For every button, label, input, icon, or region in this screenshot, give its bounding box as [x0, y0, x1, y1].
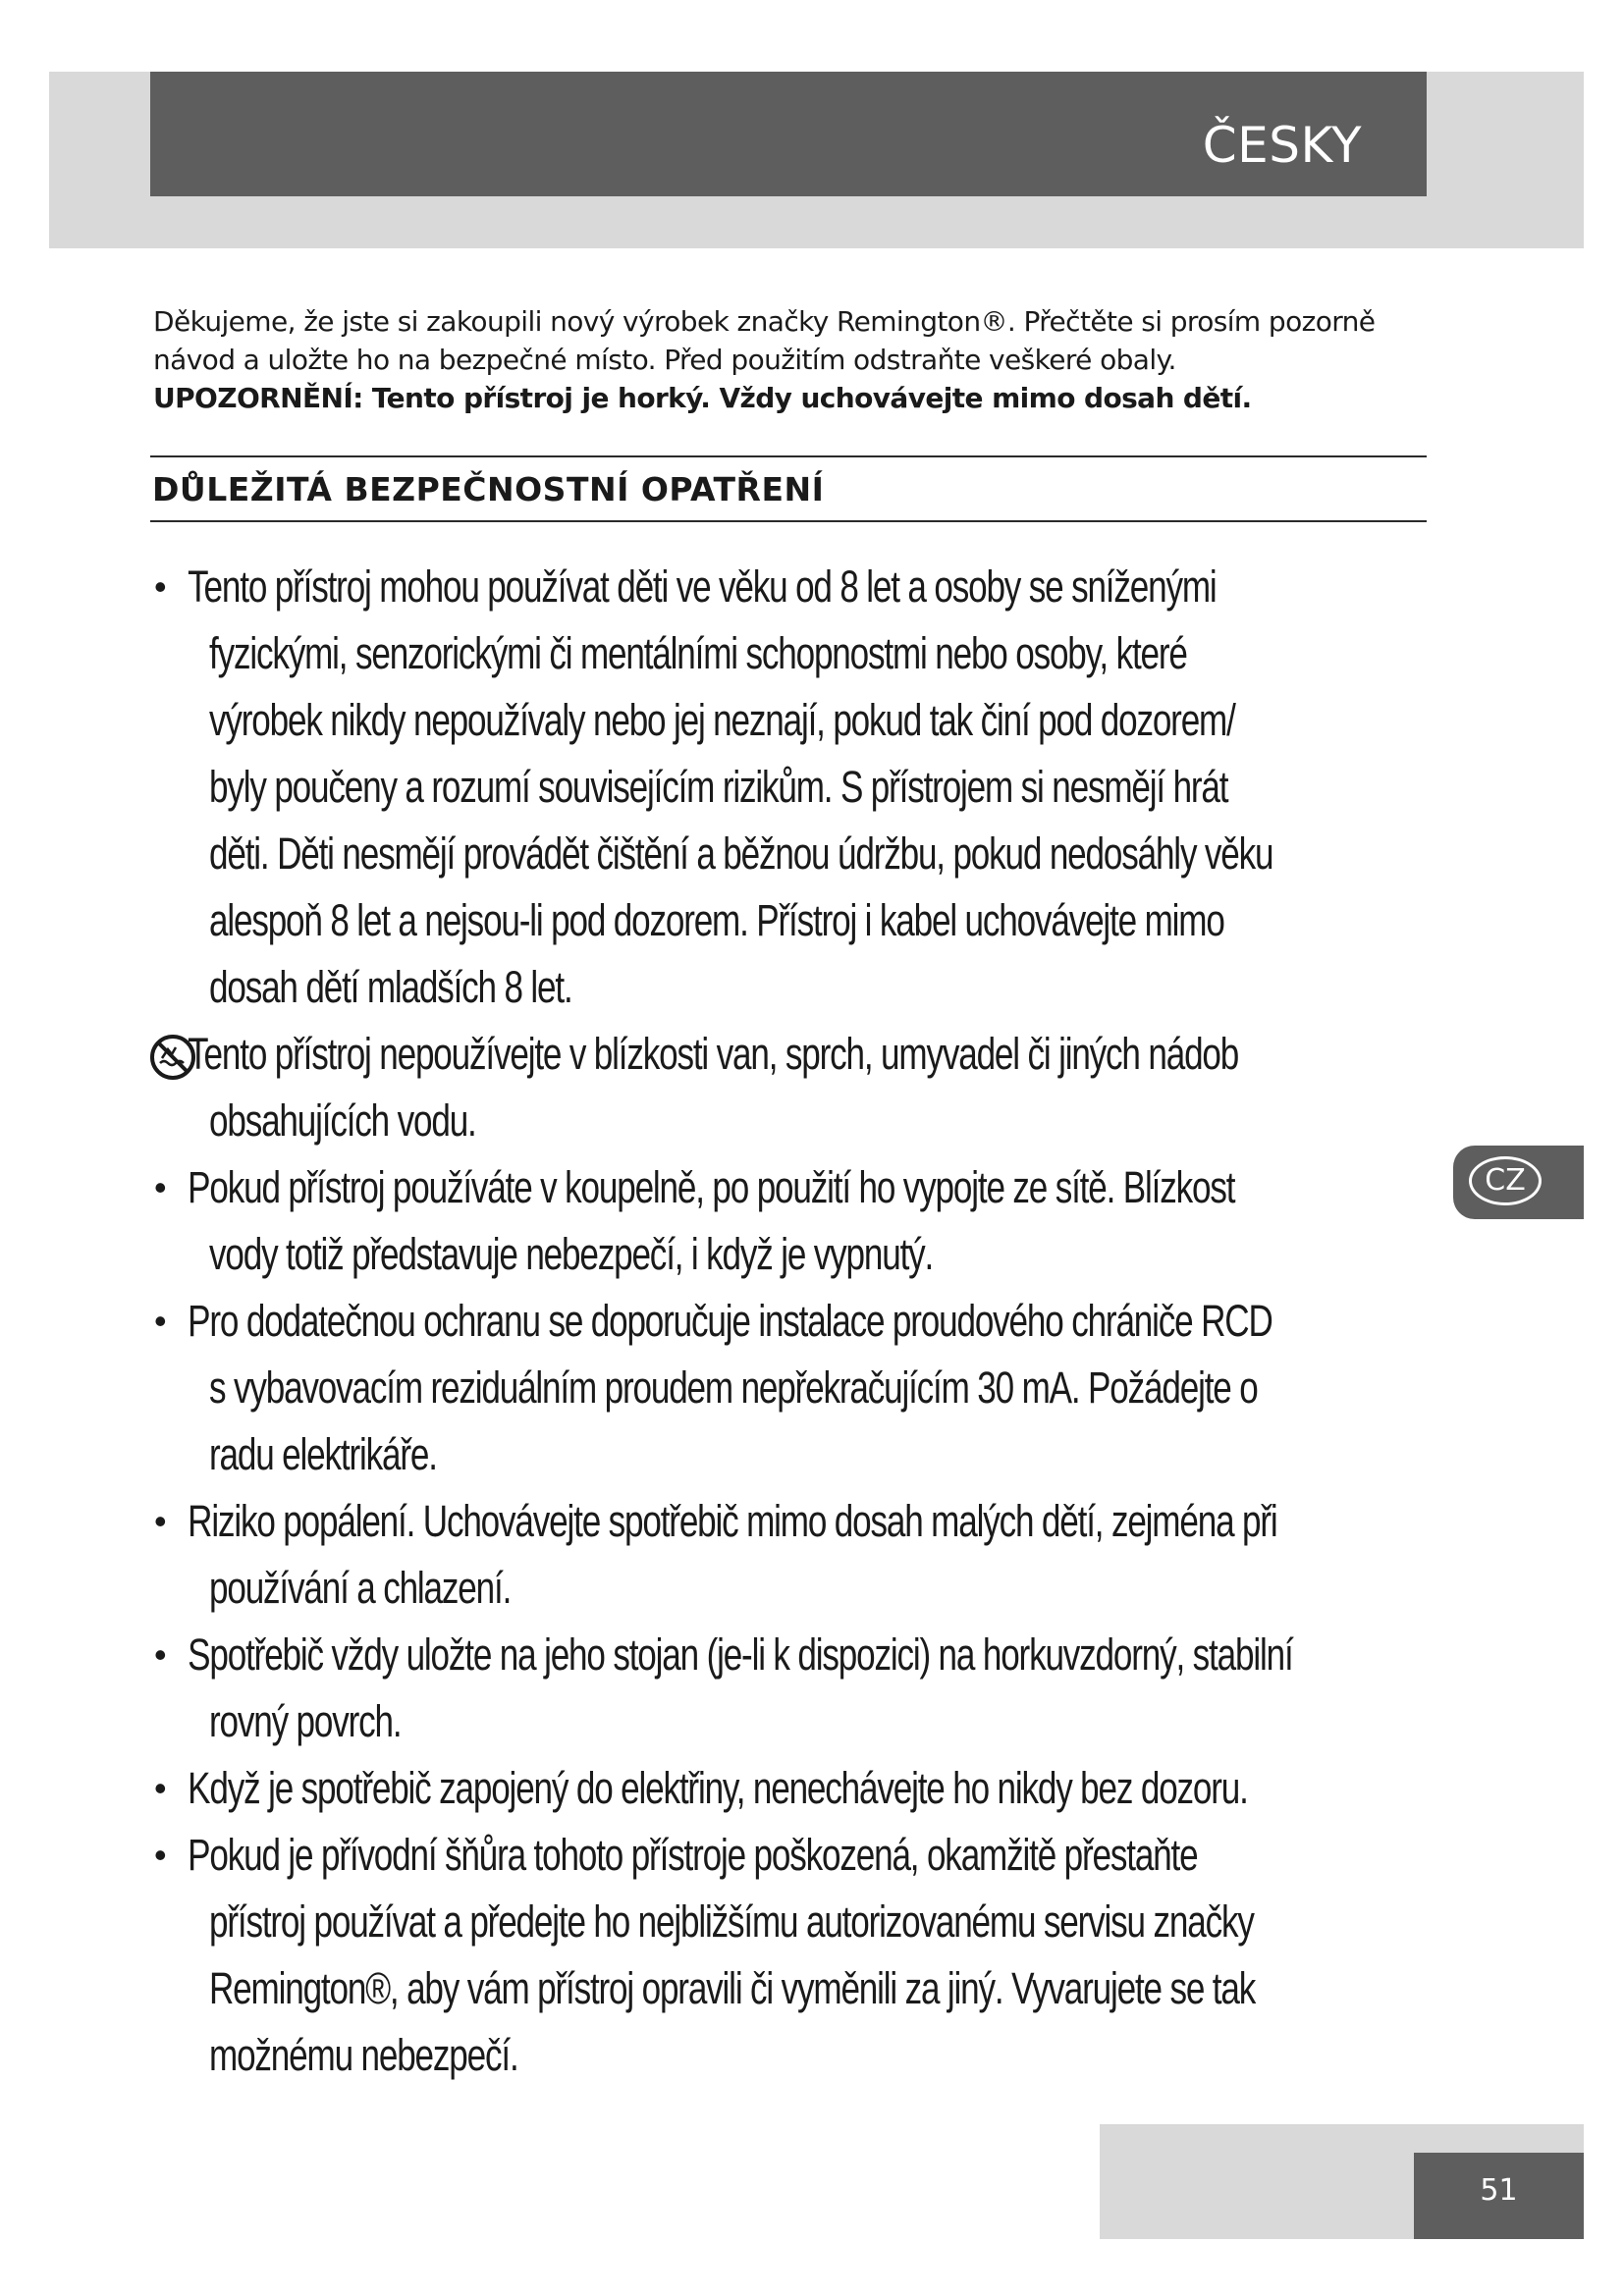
- bullet-marker: •: [154, 1768, 166, 1808]
- safety-item-line: radu elektrikáře.: [209, 1429, 437, 1479]
- safety-item-text: [188, 1755, 1425, 1822]
- page-number: 51: [1480, 2173, 1518, 2208]
- intro-line: Děkujeme, že jste si zakoupili nový výrobek značky Remington®. Přečtěte si prosím pozorně: [153, 305, 1376, 338]
- safety-item-line: Pro dodatečnou ochranu se doporučuje instalace proudového chrániče RCD: [188, 1296, 1272, 1346]
- safety-item-line: přístroj používat a předejte ho nejbližšímu autorizovanému servisu značky: [209, 1896, 1254, 1947]
- safety-item-text: [188, 1488, 1425, 1622]
- safety-item-line: Spotřebič vždy uložte na jeho stojan (je-li k dispozici) na horkuvzdorný, stabilní: [188, 1629, 1293, 1680]
- safety-item-line: Když je spotřebič zapojený do elektřiny, nenechávejte ho nikdy bez dozoru.: [188, 1763, 1248, 1813]
- safety-list-item: [150, 1288, 1427, 1488]
- safety-item-line: fyzickými, senzorickými či mentálními schopnostmi nebo osoby, které: [209, 628, 1187, 678]
- safety-item-line: Tento přístroj mohou používat děti ve věku od 8 let a osoby se sníženými: [188, 561, 1217, 612]
- section-header: [150, 455, 1427, 522]
- bullet-marker: •: [154, 1167, 166, 1207]
- safety-item-text: [188, 554, 1425, 1021]
- safety-item-line: byly poučeny a rozumí souvisejícím rizikům. S přístrojem si nesmějí hrát: [209, 762, 1228, 812]
- safety-item-line: dosah dětí mladších 8 let.: [209, 962, 572, 1012]
- safety-item-line: s vybavovacím reziduálním proudem nepřekračujícím 30 mA. Požádejte o: [209, 1362, 1258, 1413]
- safety-list-item: [150, 1021, 1427, 1154]
- safety-list-item: [150, 1154, 1427, 1288]
- safety-item-text: [188, 1622, 1425, 1755]
- safety-item-text: [188, 1021, 1425, 1154]
- safety-item-line: Pokud přístroj používáte v koupelně, po použití ho vypojte ze sítě. Blízkost: [188, 1162, 1235, 1212]
- page-language-title: ČESKY: [1202, 117, 1362, 174]
- safety-item-line: alespoň 8 let a nejsou-li pod dozorem. Přístroj i kabel uchovávejte mimo: [209, 895, 1224, 945]
- page-number-box: [1414, 2153, 1584, 2239]
- header-title-bar: [150, 72, 1427, 196]
- safety-item-line: Tento přístroj nepoužívejte v blízkosti van, sprch, umyvadel či jiných nádob: [188, 1029, 1239, 1079]
- safety-item-line: možnému nebezpečí.: [209, 2030, 518, 2080]
- safety-item-line: Remington®, aby vám přístroj opravili či vyměnili za jiný. Vyvarujete se tak: [209, 1963, 1256, 2013]
- language-badge: CZ: [1469, 1156, 1542, 1205]
- bullet-marker: •: [154, 1501, 166, 1541]
- safety-item-line: Riziko popálení. Uchovávejte spotřebič mimo dosah malých dětí, zejména při: [188, 1496, 1277, 1546]
- bullet-marker: •: [154, 1301, 166, 1341]
- safety-list-item: [150, 1822, 1427, 2089]
- intro-line: návod a uložte ho na bezpečné místo. Před použitím odstraňte veškeré obaly.: [153, 344, 1176, 376]
- bullet-marker: •: [154, 1835, 166, 1875]
- safety-item-line: výrobek nikdy nepoužívaly nebo jej neznají, pokud tak činí pod dozorem/: [209, 695, 1235, 745]
- safety-item-line: obsahujících vodu.: [209, 1095, 476, 1146]
- safety-item-text: [188, 1822, 1425, 2089]
- safety-list-item: [150, 1488, 1427, 1622]
- safety-item-line: rovný povrch.: [209, 1696, 402, 1746]
- safety-list-item: [150, 1755, 1427, 1822]
- intro-paragraph: [153, 302, 1430, 417]
- safety-item-text: [188, 1288, 1425, 1488]
- section-title: DŮLEŽITÁ BEZPEČNOSTNÍ OPATŘENÍ: [152, 470, 825, 508]
- language-side-tab: [1453, 1146, 1584, 1219]
- safety-item-line: používání a chlazení.: [209, 1563, 512, 1613]
- safety-list-item: [150, 554, 1427, 1021]
- safety-item-line: děti. Děti nesmějí provádět čištění a běžnou údržbu, pokud nedosáhly věku: [209, 828, 1273, 879]
- safety-list-item: [150, 1622, 1427, 1755]
- safety-item-line: vody totiž představuje nebezpečí, i když je vypnutý.: [209, 1229, 934, 1279]
- safety-list: [150, 554, 1427, 2089]
- bullet-marker: •: [154, 566, 166, 607]
- warning-line: UPOZORNĚNÍ: Tento přístroj je horký. Vždy uchovávejte mimo dosah dětí.: [153, 382, 1252, 414]
- safety-item-line: Pokud je přívodní šňůra tohoto přístroje poškozená, okamžitě přestaňte: [188, 1830, 1198, 1880]
- safety-item-text: [188, 1154, 1425, 1288]
- bullet-marker: •: [154, 1634, 166, 1675]
